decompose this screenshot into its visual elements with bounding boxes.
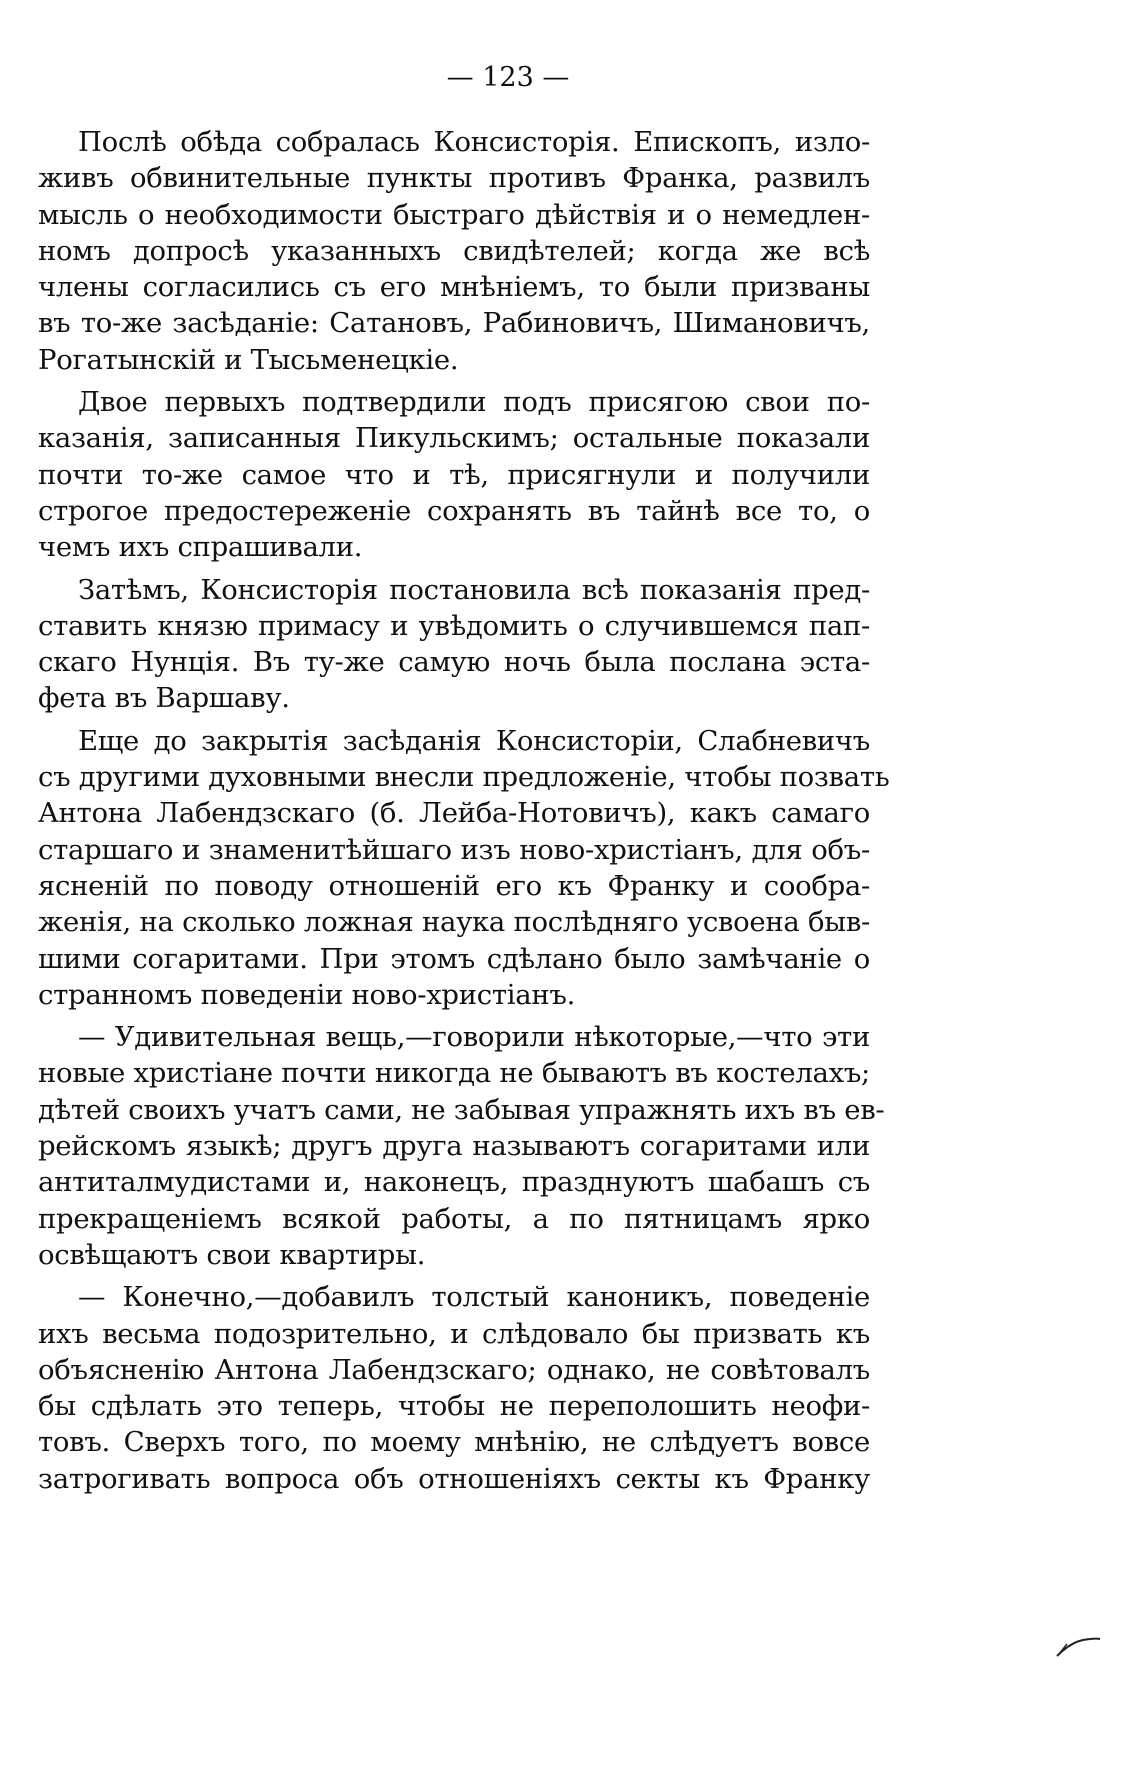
text-line: Рогатынскій и Тысьменецкіе. [38,343,459,376]
text-line: шими согаритами. При этомъ сдѣлано было замѣчаніе о [38,942,870,975]
text-line: Двое первыхъ подтвердили подъ присягою свои по- [78,386,870,419]
text-line: ставить князю примасу и увѣдомить о случившемся пап- [38,609,870,642]
text-line: дѣтей своихъ учатъ сами, не забывая упражнять ихъ въ ев- [38,1093,885,1126]
text-line: скаго Нунція. Въ ту-же самую ночь была послана эста- [38,646,870,679]
paragraph [38,124,870,378]
text-line: объясненію Антона Лабендзскаго; однако, не совѣтовалъ [38,1353,870,1386]
text-line: прекращеніемъ всякой работы, а по пятницамъ ярко [38,1202,870,1235]
text-line: — Конечно,—добавилъ толстый каноникъ, поведеніе [78,1281,870,1314]
text-line: рейскомъ языкѣ; другъ друга называютъ согаритами или [38,1130,870,1163]
page-number: — 123 — [446,62,570,93]
text-line: ясненій по поводу отношеній его къ Франку и сообра- [38,869,870,902]
text-line: Еще до закрытія засѣданія Консисторіи, Слабневичъ [78,724,870,757]
text-line: номъ допросѣ указанныхъ свидѣтелей; когда же всѣ [38,234,870,267]
body-text [38,124,890,1503]
text-line: Послѣ обѣда собралась Консисторія. Епископъ, изло- [78,126,870,158]
text-line: освѣщаютъ свои квартиры. [38,1238,426,1271]
text-line: Затѣмъ, Консисторія постановила всѣ показанія пред- [78,573,870,606]
text-line: члены согласились съ его мнѣніемъ, то были призваны [38,271,870,304]
text-line: строгое предостереженіе сохранять въ тайнѣ все то, о [38,494,870,527]
text-line: странномъ поведеніи ново-христіанъ. [38,978,576,1011]
text-line: товъ. Сверхъ того, по моему мнѣнію, не слѣдуетъ вовсе [38,1426,870,1459]
text-line: живъ обвинительные пункты противъ Франка, развилъ [38,162,870,195]
text-line: казанія, записанныя Пикульскимъ; остальные показали [38,422,870,455]
text-line: чемъ ихъ спрашивали. [38,531,363,564]
pencil-mark-decoration [1055,1630,1101,1660]
text-line: затрогивать вопроса объ отношеніяхъ секты къ Франку [38,1462,870,1495]
text-line: съ другими духовными внесли предложеніе, чтобы позвать [38,761,890,794]
text-line: — Удивительная вещь,—говорили нѣкоторые,—что эти [78,1021,870,1054]
text-line: ихъ весьма подозрительно, и слѣдовало бы призвать къ [38,1317,870,1350]
text-line: мысль о необходимости быстраго дѣйствія и о немедлен- [38,198,870,231]
paragraph [38,572,870,717]
text-line: женія, на сколько ложная наука послѣдняго усвоена быв- [38,906,870,939]
text-line: фета въ Варшаву. [38,682,290,715]
text-line: почти то-же самое что и тѣ, присягнули и получили [38,458,870,491]
text-line: Антона Лабендзскаго (б. Лейба-Нотовичъ), какъ самаго [38,797,870,830]
paragraph [38,384,870,565]
text-line: антиталмудистами и, наконецъ, празднуютъ шабашъ съ [38,1166,870,1199]
paragraph [38,1279,870,1497]
text-line: бы сдѣлать это теперь, чтобы не переполошить неофи- [38,1390,870,1423]
paragraph [38,1019,885,1273]
text-line: старшаго и знаменитѣйшаго изъ ново-христіанъ, для объ- [38,833,870,866]
text-line: новые христіане почти никогда не бываютъ въ костелахъ; [38,1057,870,1090]
paragraph [38,723,890,1013]
text-line: въ то-же засѣданіе: Сатановъ, Рабиновичъ, Шимановичъ, [38,307,870,340]
